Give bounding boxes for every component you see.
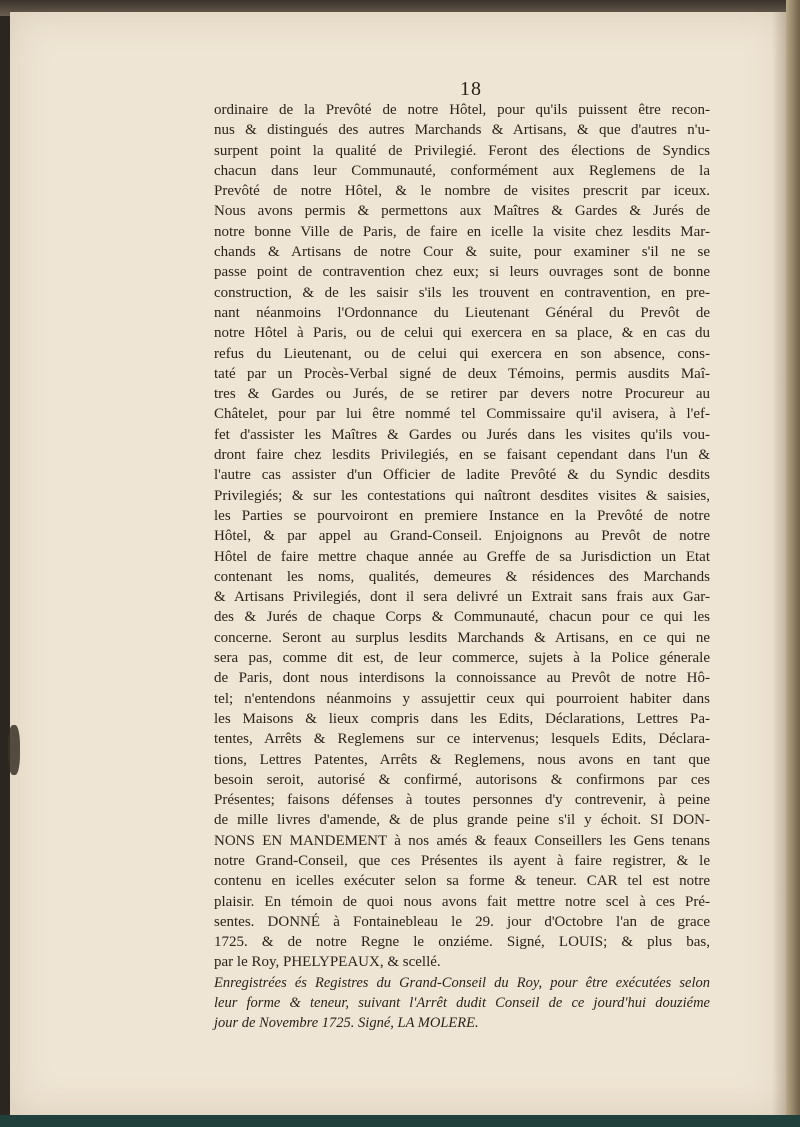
text-line: nant néanmoins l'Ordonnance du Lieutenant Général du Prevôt de: [214, 304, 710, 321]
text-line: Châtelet, pour par lui être nommé tel Commissaire qu'il avisera, à l'ef-: [214, 406, 710, 423]
text-line: construction, & de les saisir s'ils les trouvent en contravention, en pre-: [214, 284, 710, 301]
text-line: & Artisans Privilegiés, dont il sera delivré un Extrait sans frais aux Gar-: [214, 589, 710, 606]
text-line: Prevôté de notre Hôtel, & le nombre de visites prescrit par iceux.: [214, 183, 710, 200]
text-line: tions, Lettres Patentes, Arrêts & Reglemens, nous avons en tant que: [214, 751, 710, 768]
text-line: Présentes; faisons défenses à toutes personnes d'y contrevenir, à peine: [214, 792, 710, 809]
text-line: NONS EN MANDEMENT à nos amés & feaux Conseillers les Gens tenans: [214, 832, 710, 849]
text-line: notre bonne Ville de Paris, de faire en icelle la visite chez lesdits Mar-: [214, 223, 710, 240]
text-line: Hôtel de faire mettre chaque année au Greffe de sa Jurisdiction un Etat: [214, 548, 710, 565]
text-line: notre Hôtel à Paris, ou de celui qui exercera en sa place, & en cas du: [214, 325, 710, 342]
text-line: contenant les noms, qualités, demeures & résidences des Marchands: [214, 568, 710, 585]
text-line: l'autre cas assister d'un Officier de ladite Prevôté & du Syndic desdits: [214, 467, 710, 484]
text-line: tel; n'entendons néanmoins y assujettir ceux qui pourroient habiter dans: [214, 690, 710, 707]
text-line: refus du Lieutenant, ou de celui qui exercera en son absence, cons-: [214, 345, 710, 362]
text-line: besoin seroit, autorisé & confirmé, autorisons & confirmons par ces: [214, 771, 710, 788]
book-bottom-edge: [0, 1115, 800, 1127]
book-binding-edge: [786, 0, 800, 1127]
text-line: 1725. & de notre Regne le onziéme. Signé, LOUIS; & plus bas,: [214, 934, 710, 951]
text-line: fet d'assister les Maîtres & Gardes ou Jurés dans les visites qu'ils vou-: [214, 426, 710, 443]
text-line: passe point de contravention chez eux; si leurs ouvrages sont de bonne: [214, 264, 710, 281]
text-line: les Parties se pourvoiront en premiere Instance en la Prevôté de notre: [214, 507, 710, 524]
text-line: concerne. Seront au surplus lesdits Marchands & Artisans, en ce qui ne: [214, 629, 710, 646]
text-line: Privilegiés; & sur les contestations qui naîtront desdites visites & saisies,: [214, 487, 710, 504]
text-line: contenu en icelles exécuter selon sa forme & teneur. CAR tel est notre: [214, 873, 710, 890]
text-line: Nous avons permis & permettons aux Maîtres & Gardes & Jurés de: [214, 203, 710, 220]
document-text: [214, 100, 710, 1034]
text-line: taté par un Procès-Verbal signé de deux Témoins, permis ausdits Maî-: [214, 365, 710, 382]
text-line: chands & Artisans de notre Cour & suite, pour examiner s'il ne se: [214, 244, 710, 261]
text-line: sentes. DONNÉ à Fontainebleau le 29. jour d'Octobre l'an de grace: [214, 913, 710, 930]
registration-line: leur forme & teneur, suivant l'Arrêt dudit Conseil de ce jourd'hui douziéme: [214, 995, 710, 1012]
text-line: Hôtel, & par appel au Grand-Conseil. Enjoignons au Prevôt de notre: [214, 528, 710, 545]
ink-stain: [8, 725, 20, 775]
page-number: 18: [460, 78, 482, 100]
text-line: nus & distingués des autres Marchands & Artisans, & que d'autres n'u-: [214, 122, 710, 139]
text-line: des & Jurés de chaque Corps & Communauté, chacun pour ce qui les: [214, 609, 710, 626]
text-line: surpent point la qualité de Privilegié. Feront des élections de Syndics: [214, 142, 710, 159]
text-line: chacun dans leur Communauté, conformément aux Reglemens de la: [214, 162, 710, 179]
text-line: ordinaire de la Prevôté de notre Hôtel, pour qu'ils puissent être recon-: [214, 102, 710, 118]
text-line: dront faire chez lesdits Privilegiés, en se faisant cependant dans l'un &: [214, 447, 710, 464]
text-line: par le Roy, PHELYPEAUX, & scellé.: [214, 954, 441, 971]
text-line: de mille livres d'amende, & de plus grande peine s'il y échoit. SI DON-: [214, 812, 710, 829]
text-line: notre Grand-Conseil, que ces Présentes ils ayent à faire registrer, & le: [214, 852, 710, 869]
text-line: plaisir. En témoin de quoi nous avons fait mettre notre scel à ces Pré-: [214, 893, 710, 910]
registration-line: jour de Novembre 1725. Signé, LA MOLERE.: [214, 1015, 479, 1032]
text-line: de Paris, dont nous interdisons la connoissance au Prevôt de notre Hô-: [214, 670, 710, 687]
text-line: tentes, Arrêts & Reglemens sur ce intervenus; lesquels Edits, Déclara-: [214, 731, 710, 748]
text-line: les Maisons & lieux compris dans les Edits, Déclarations, Lettres Pa-: [214, 710, 710, 727]
registration-line: Enregistrées és Registres du Grand-Conseil du Roy, pour être exécutées selon: [214, 974, 710, 991]
text-line: sera pas, comme dit est, de leur commerce, sujets à la Police génerale: [214, 650, 710, 667]
text-line: tres & Gardes ou Jurés, de se retirer par devers notre Procureur au: [214, 386, 710, 403]
